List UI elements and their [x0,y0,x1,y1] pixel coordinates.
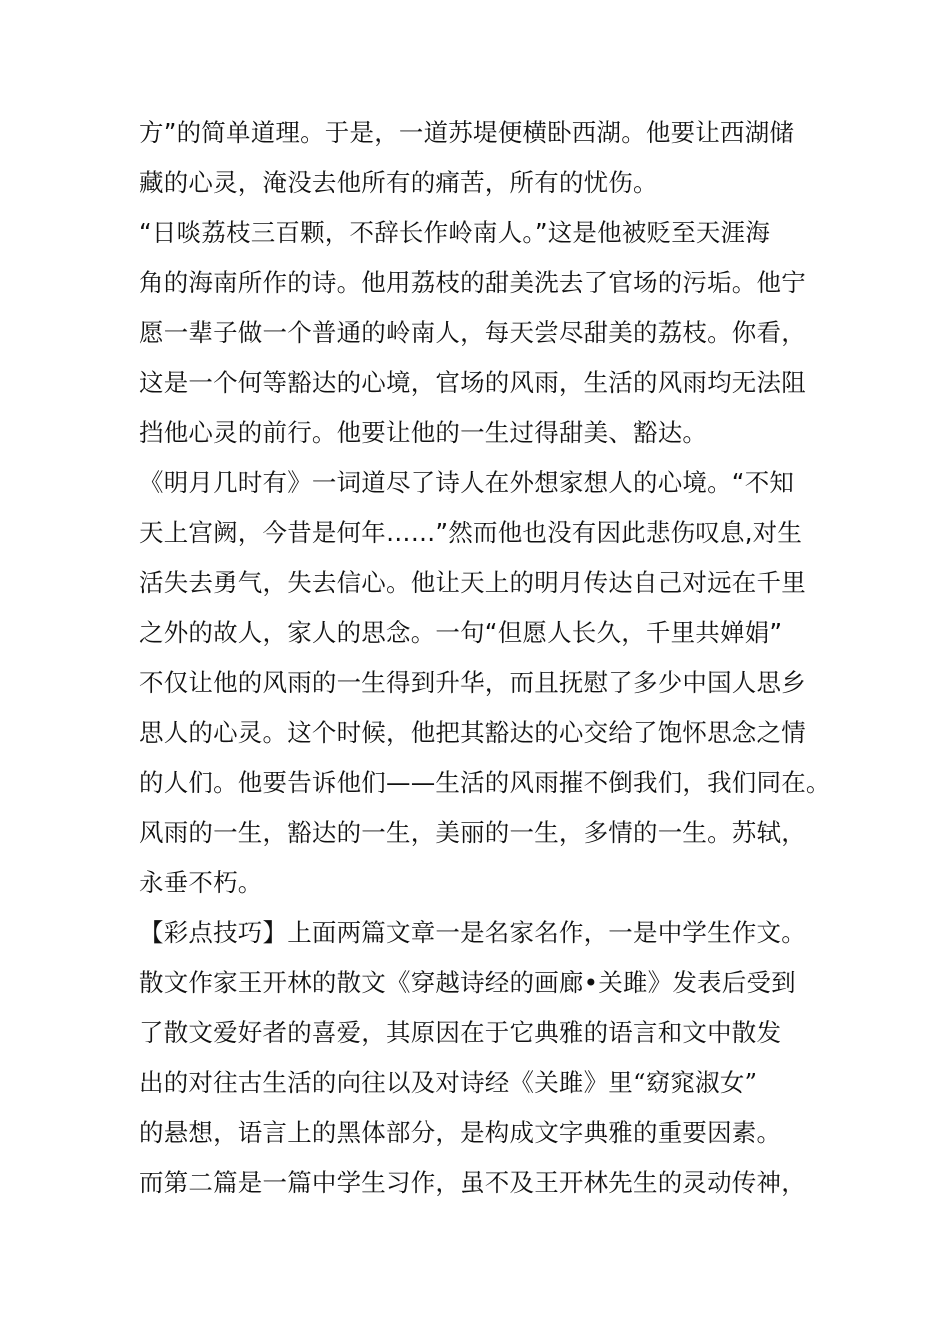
text-line-1: 方”的简单道理。于是，一道苏堤便横卧西湖。他要让西湖储 [139,118,795,147]
text-line-15: 风雨的一生，豁达的一生，美丽的一生，多情的一生。苏轼， [139,818,806,847]
text-line-2: 藏的心灵，淹没去他所有的痛苦，所有的忧伤。 [139,168,658,197]
text-line-22: 而第二篇是一篇中学生习作，虽不及王开林先生的灵动传神， [139,1168,806,1197]
text-line-7: 挡他心灵的前行。他要让他的一生过得甜美、豁达。 [139,418,708,447]
text-line-3: “日啖荔枝三百颗，不辞长作岭南人。”这是他被贬至天涯海 [139,218,771,247]
text-line-12: 不仅让他的风雨的一生得到升华，而且抚慰了多少中国人思乡 [139,668,806,697]
text-line-13: 思人的心灵。这个时候，他把其豁达的心交给了饱怀思念之情 [139,718,806,747]
text-line-14: 的人们。他要告诉他们——生活的风雨摧不倒我们，我们同在。 [139,768,831,797]
text-line-5: 愿一辈子做一个普通的岭南人，每天尝尽甜美的荔枝。你看， [139,318,806,347]
text-line-8: 《明月几时有》一词道尽了诗人在外想家想人的心境。“不知 [139,468,795,497]
text-line-17: 【彩点技巧】上面两篇文章一是名家名作，一是中学生作文。 [139,918,806,947]
text-line-9: 天上宫阙，今昔是何年……”然而他也没有因此悲伤叹息,对生 [139,518,803,547]
text-line-19: 了散文爱好者的喜爱，其原因在于它典雅的语言和文中散发 [139,1018,782,1047]
text-line-16: 永垂不朽。 [139,868,263,897]
text-line-6: 这是一个何等豁达的心境，官场的风雨，生活的风雨均无法阻 [139,368,806,397]
text-line-10: 活失去勇气，失去信心。他让天上的明月传达自己对远在千里 [139,568,806,597]
text-line-11: 之外的故人，家人的思念。一句“但愿人长久，千里共婵娟” [139,618,783,647]
text-line-21: 的悬想，语言上的黑体部分，是构成文字典雅的重要因素。 [139,1118,782,1147]
text-line-18: 散文作家王开林的散文《穿越诗经的画廊•关雎》发表后受到 [139,968,796,997]
text-line-4: 角的海南所作的诗。他用荔枝的甜美洗去了官场的污垢。他宁 [139,268,806,297]
text-line-20: 出的对往古生活的向往以及对诗经《关雎》里“窈窕淑女” [139,1068,758,1097]
